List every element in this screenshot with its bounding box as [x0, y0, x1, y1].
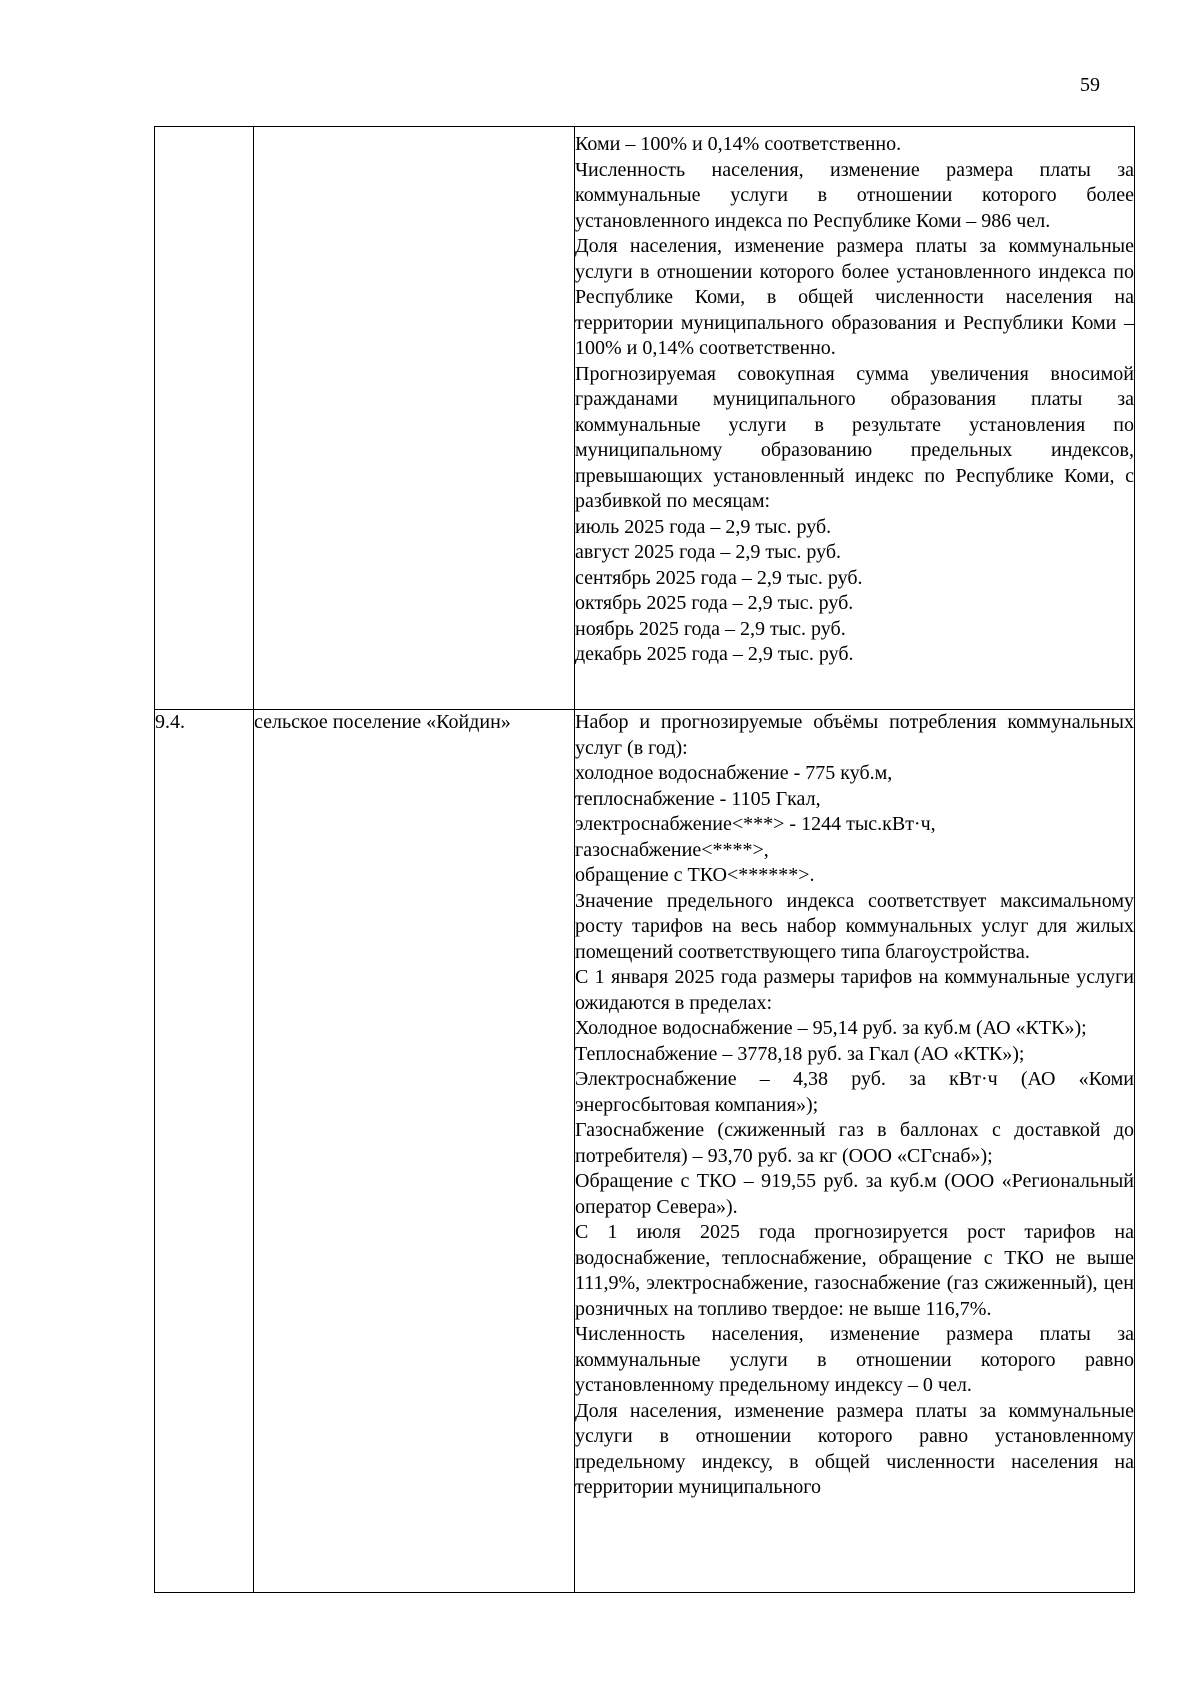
text-paragraph: Доля населения, изменение размера платы за коммунальные услуги в отношении которого равно установленному предельному индексу, в общей численности населения на территории муниципального — [575, 1399, 1134, 1498]
description-cell — [575, 710, 1135, 1593]
municipality-name-cell: сельское поселение «Койдин» — [254, 710, 575, 1593]
consumption-line: холодное водоснабжение - 775 куб.м, — [575, 762, 893, 784]
text-paragraph: Численность населения, изменение размера платы за коммунальные услуги в отношении которого равно установленному предельному индексу – 0 чел. — [575, 1323, 1134, 1396]
text-paragraph: С 1 января 2025 года размеры тарифов на коммунальные услуги ожидаются в пределах: — [575, 966, 1134, 1014]
description-cell — [575, 127, 1135, 710]
consumption-line: газоснабжение<****>, — [575, 838, 769, 861]
row-number-cell — [155, 127, 254, 710]
monthly-amount-line: октябрь 2025 года – 2,9 тыс. руб. — [575, 592, 854, 614]
tariff-table — [154, 126, 1135, 1593]
row-number-cell: 9.4. — [155, 710, 254, 1593]
text-paragraph: Набор и прогнозируемые объёмы потребления коммунальных услуг (в год): — [575, 711, 1134, 759]
text-paragraph: Доля населения, изменение размера платы за коммунальные услуги в отношении которого более установленного индекса по Республике Коми, в общей численности населения на территории муниципального образования и Республики Коми – 100% и 0,14% соответственно. — [575, 235, 1134, 359]
text-paragraph: Численность населения, изменение размера платы за коммунальные услуги в отношении которого более установленного индекса по Республике Коми – 986 чел. — [575, 158, 1134, 232]
tariff-paragraph: Холодное водоснабжение – 95,14 руб. за куб.м (АО «КТК»); — [575, 1017, 1087, 1039]
monthly-amount-line: декабрь 2025 года – 2,9 тыс. руб. — [575, 643, 854, 665]
monthly-amount-line: июль 2025 года – 2,9 тыс. руб. — [575, 515, 832, 538]
text-paragraph: Значение предельного индекса соответствует максимальному росту тарифов на весь набор коммунальных услуг для жилых помещений соответствующего типа благоустройства. — [575, 889, 1134, 963]
monthly-amount-line: август 2025 года – 2,9 тыс. руб. — [575, 541, 842, 563]
tariff-paragraph: Электроснабжение – 4,38 руб. за кВт·ч (АО «Коми энергосбытовая компания»); — [575, 1068, 1134, 1116]
monthly-amount-line: сентябрь 2025 года – 2,9 тыс. руб. — [575, 566, 863, 589]
consumption-line: электроснабжение<***> - 1244 тыс.кВт·ч, — [575, 813, 936, 835]
text-paragraph: С 1 июля 2025 года прогнозируется рост тарифов на водоснабжение, теплоснабжение, обращение с ТКО не выше 111,9%, электроснабжение, газоснабжение (газ сжиженный), цен розничных на топливо твердое: не выше 116,7%. — [575, 1221, 1134, 1320]
consumption-line: обращение с ТКО<******>. — [575, 864, 815, 886]
text-paragraph: Коми – 100% и 0,14% соответственно. — [575, 133, 902, 155]
monthly-amount-line: ноябрь 2025 года – 2,9 тыс. руб. — [575, 617, 846, 640]
tariff-paragraph: Газоснабжение (сжиженный газ в баллонах с доставкой до потребителя) – 93,70 руб. за кг (ООО «СГснаб»); — [575, 1119, 1134, 1167]
tariff-paragraph: Теплоснабжение – 3778,18 руб. за Гкал (АО «КТК»); — [575, 1042, 1025, 1065]
page-number: 59 — [1080, 74, 1100, 96]
table-row — [155, 710, 1135, 1593]
municipality-name-cell — [254, 127, 575, 710]
tariff-paragraph: Обращение с ТКО – 919,55 руб. за куб.м (ООО «Региональный оператор Севера»). — [575, 1170, 1134, 1218]
consumption-line: теплоснабжение - 1105 Гкал, — [575, 787, 821, 810]
table-row — [155, 127, 1135, 710]
text-paragraph: Прогнозируемая совокупная сумма увеличения вносимой гражданами муниципального образования платы за коммунальные услуги в результате установления по муниципальному образованию предельных индексов, превышающих установленный индекс по Республике Коми, с разбивкой по месяцам: — [575, 362, 1134, 512]
